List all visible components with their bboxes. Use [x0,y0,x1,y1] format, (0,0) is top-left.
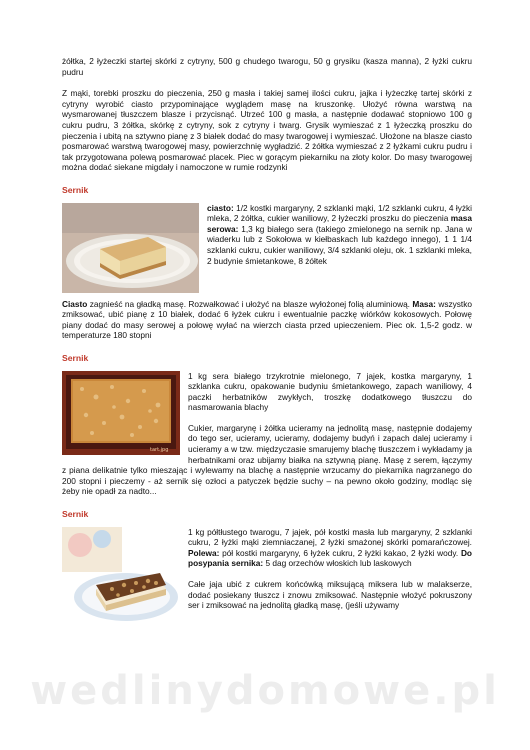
recipe-1-ingredients: ciasto: 1/2 kostki margaryny, 2 szklanki mąki, 1/2 szklanki cukru, 4 łyżki mleka, 2 żółtka, cukier waniliowy, 2 łyżeczki proszku do pieczenia masa serowa: 1,3 kg białego sera (takiego zmielonego na sernik np. Jana w wiaderku lub z Sokołowa w kiełbaskach lub każdego innego), 1 1 1/4 szklanki cukru, cukier waniliowy, 3/4 szklanki oleju, ok. 1 szklanki mleka, 2 budynie śmietankowe, 8 żółtek [207,202,472,266]
recipe-3-ingredients: 1 kg półtłustego twarogu, 7 jajek, pół kostki masła lub margaryny, 2 szklanki cukru, 2 łyżki mąki ziemniaczanej, 2 łyżki smażonej skórki pomarańczowej. Polewa: pół kostki margaryny, 6 łyżek cukru, 2 łyżki kakao, 2 łyżki wody. Do posypania sernika: 5 dag orzechów włoskich lub laskowych [188,526,472,569]
cheesecake-slice-photo [62,527,180,627]
cheesecake-plate-photo [62,203,199,293]
recipe-2-method: Cukier, margarynę i żółtka ucieramy na jednolitą masę, następnie dodajemy do tego ser, ucieramy, ucieramy, dodajemy budyń i zapach dalej ucieramy i ucieramy a w tzw. międzyczasie smarujemy blachę tłuszczem i wykładamy ja herbatnikami oraz ubijamy białka na sztywną pianę. Masę z serem, łączymy z piana delikatnie tylko mieszając i wylewamy na blachę a następnie wrzucamy do piekarnika nagrzanego do 200 stopni i pieczemy - aż sernik się ozłoci a patyczek będzie suchy – na pewno około godziny, modląc się żeby nie opadł za nadto... [62,422,472,497]
recipe-1-method: Ciasto zagnieść na gładką masę. Rozwałkować i ułożyć na blasze wyłożonej folią aluminiową. Masa: wszystko zmiksować, ubić pianę z 10 białek, dodać 6 łyżek cukru i ewentualnie paczkę wiórków kokosowych. Połowę piany dodać do masy serowej a połowę wyłać na wierzch ciasta przed upieczeniem. Piec ok. 1,5-2 godz. w temperaturze 180 stopni [62,298,472,341]
recipe-1-title: Sernik [62,184,89,195]
recipe-2-title: Sernik [62,352,89,363]
baking-tray-photo [62,371,180,455]
recipe-3-title: Sernik [62,509,89,520]
recipe-3-method: Całe jaja ubić z cukrem końcówką miksującą miksera lub w malakserze, dodać posiekany tłuszcz i znowu zmiksować. Następnie włożyć pokruszony ser i zmiksować na jednolitą gładką masę, (jeśli używamy [188,579,472,611]
svg-text:tart.jpg: tart.jpg [150,446,169,453]
recipe-3 [62,527,472,631]
watermark: wedlinydomowe.pl [30,668,500,714]
recipe-1 [62,203,472,341]
document-page [62,56,472,631]
intro-ingredients: żółtka, 2 łyżeczki startej skórki z cytryny, 500 g chudego twarogu, 50 g grysiku (kasza manna), 2 łyżki cukru pudru [62,56,472,77]
intro-method: Z mąki, torebki proszku do pieczenia, 250 g masła i takiej samej ilości cukru, jajka i łyżeczkę tartej skórki z cytryny wyrobić ciasto przypominające wyglądem masę na kruszonkę. Ułożyć równa warstwą na wysmarowanej tłuszczem blasze i przycisnąć. Utrzeć 100 g masła, a następnie dodawać stopniowo 100 g cukru pudru, 3 żółtka, skórkę z cytryny, sok z cytryny i twarg. Grysik wymieszać z 1 łyżeczką proszku do pieczenia i ubitą na sztywno pianę z 3 białek dodać do masy twarogowej i wymieszać. Ułożone na blasze ciasto posmarować warstwą twarogowej masy, powierzchnię wygładzić. 2 żółtka wymieszać z 2 łyżkami cukru pudru i tak przygotowana polewą posmarować placek. Piec w gorącym piekarniku na złoty kolor. Do masy twarogowej można dodać siekane migdały i namoczone w rumie rodzynki [62,88,472,173]
recipe-2 [62,371,472,498]
recipe-2-ingredients: 1 kg sera białego trzykrotnie mielonego, 7 jajek, kostka margaryny, 1 szklanka cukru, opakowanie budyniu śmietankowego, zapach waniliowy, 4 paczki herbatników zwykłych, troszkę dodatkowego tłuszczu do nasmarowania blachy [188,370,472,413]
